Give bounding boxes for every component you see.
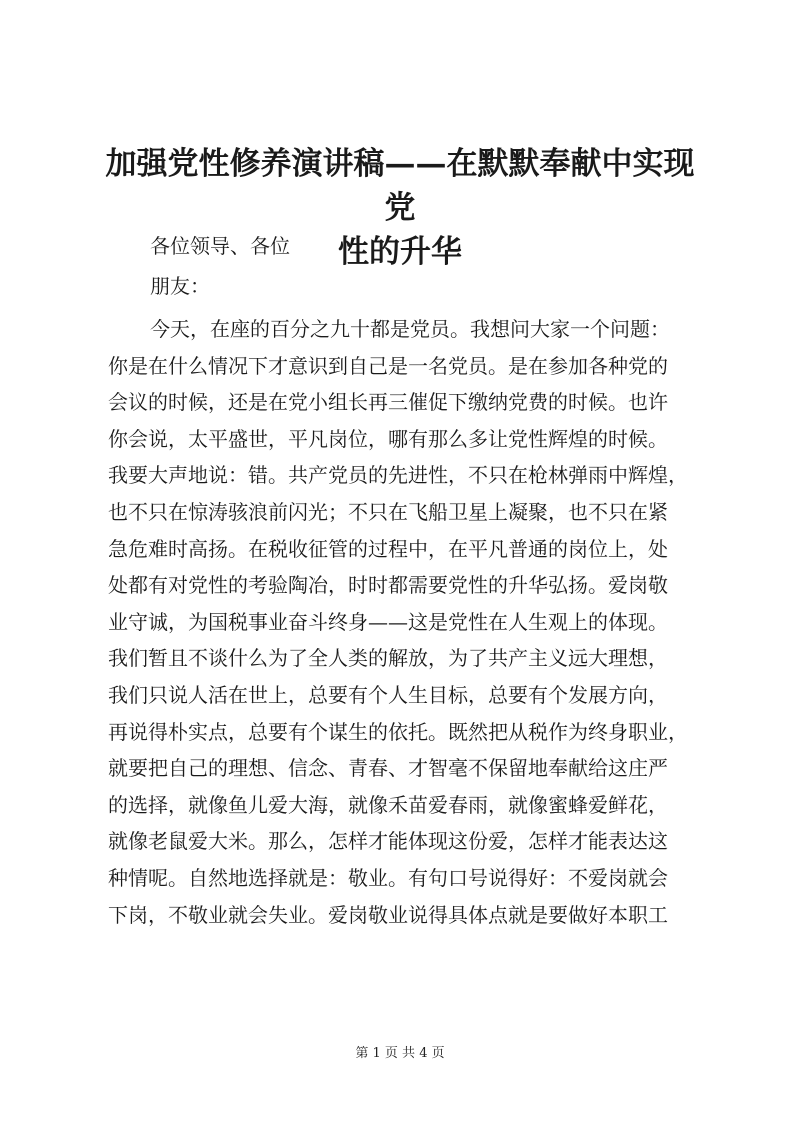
title-line-1: 加强党性修养演讲稿——在默默奉献中实现党 bbox=[105, 146, 695, 226]
greeting-line-1: 各位领导、各位 bbox=[150, 234, 290, 258]
body-line: 你是在什么情况下才意识到自己是一名党员。是在参加各种党的 bbox=[108, 353, 668, 378]
page-footer: 第 1 页 共 4 页 bbox=[355, 1046, 445, 1061]
body-line: 就像老鼠爱大米。那么，怎样才能体现这份爱，怎样才能表达这 bbox=[108, 829, 668, 854]
body-line: 我们暂且不谈什么为了全人类的解放，为了共产主义远大理想， bbox=[108, 646, 668, 671]
body-line: 也不只在惊涛骇浪前闪光；不只在飞船卫星上凝聚，也不只在紧 bbox=[108, 499, 668, 524]
body-line: 的选择，就像鱼儿爱大海，就像禾苗爱春雨，就像蜜蜂爱鲜花， bbox=[108, 792, 668, 817]
body-line: 处都有对党性的考验陶冶，时时都需要党性的升华弘扬。爱岗敬 bbox=[108, 573, 668, 598]
body-line: 业守诚，为国税事业奋斗终身——这是党性在人生观上的体现。 bbox=[108, 609, 668, 634]
body-paragraph bbox=[108, 311, 708, 933]
body-line: 再说得朴实点，总要有个谋生的依托。既然把从税作为终身职业， bbox=[108, 719, 688, 744]
greeting-line-2: 朋友： bbox=[150, 274, 210, 298]
body-line: 会议的时候，还是在党小组长再三催促下缴纳党费的时候。也许 bbox=[108, 390, 668, 415]
body-line: 就要把自己的理想、信念、青春、才智毫不保留地奉献给这庄严 bbox=[108, 756, 668, 781]
body-line: 急危难时高扬。在税收征管的过程中，在平凡普通的岗位上，处 bbox=[108, 536, 668, 561]
body-line: 今天，在座的百分之九十都是党员。我想问大家一个问题： bbox=[150, 317, 670, 341]
body-line: 你会说，太平盛世，平凡岗位，哪有那么多让党性辉煌的时候。 bbox=[108, 426, 668, 451]
body-line: 我要大声地说：错。共产党员的先进性，不只在枪林弹雨中辉煌， bbox=[108, 463, 688, 488]
title-line-2: 性的升华 bbox=[338, 234, 462, 270]
body-line: 种情呢。自然地选择就是：敬业。有句口号说得好：不爱岗就会 bbox=[108, 865, 668, 890]
body-line: 下岗，不敬业就会失业。爱岗敬业说得具体点就是要做好本职工 bbox=[108, 902, 668, 927]
body-line: 我们只说人活在世上，总要有个人生目标，总要有个发展方向， bbox=[108, 682, 668, 707]
